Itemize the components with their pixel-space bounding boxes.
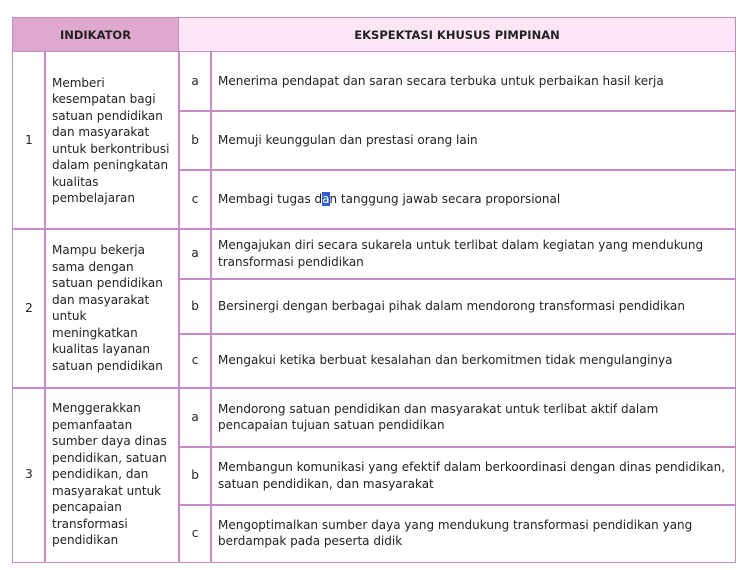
item-letter: c xyxy=(191,191,199,206)
text-after-selection: n tanggung jawab secara proporsional xyxy=(329,191,561,206)
header-ekspektasi: EKSPEKTASI KHUSUS PIMPINAN xyxy=(179,18,735,52)
item-letter: b xyxy=(191,298,199,313)
expectation-text: Memuji keunggulan dan prestasi orang lain xyxy=(218,132,478,147)
item-letter: a xyxy=(191,246,199,261)
expectation-text[interactable] xyxy=(212,170,735,228)
indicator-text: Menggerakkan pemanfaatan sumber daya dinas pendidikan, satuan pendidikan, dan masyarakat untuk pencapaian transformasi pendidikan xyxy=(52,401,167,548)
item-letter: b xyxy=(191,468,199,483)
expectation-text: Membangun komunikasi yang efektif dalam berkoordinasi dengan dinas pendidikan, satuan pendidikan, dan masyarakat xyxy=(218,460,726,491)
header-indikator: INDIKATOR xyxy=(13,18,179,52)
text-selection[interactable]: a xyxy=(322,191,330,206)
row-number: 1 xyxy=(25,133,33,148)
expectation-text: Mendorong satuan pendidikan dan masyarakat untuk terlibat aktif dalam pencapaian tujuan satuan pendidikan xyxy=(218,401,659,432)
text-before-selection: Membagi tugas d xyxy=(218,191,323,206)
item-letter: c xyxy=(191,525,199,540)
item-letter: a xyxy=(191,409,199,424)
item-letter: b xyxy=(191,132,199,147)
item-letter: c xyxy=(191,353,199,368)
expectation-text: Mengoptimalkan sumber daya yang mendukung transformasi pendidikan yang berdampak pada peserta didik xyxy=(218,517,693,548)
row-number: 2 xyxy=(25,300,33,315)
expectations-table xyxy=(12,17,736,563)
indicator-text: Mampu bekerja sama dengan satuan pendidikan dan masyarakat untuk meningkatkan kualitas layanan satuan pendidikan xyxy=(52,243,163,373)
indicator-text: Memberi kesempatan bagi satuan pendidikan dan masyarakat untuk berkontribusi dalam peningkatan kualitas pembelajaran xyxy=(52,75,170,205)
expectation-text: Mengakui ketika berbuat kesalahan dan berkomitmen tidak mengulanginya xyxy=(218,353,673,368)
expectation-text: Bersinergi dengan berbagai pihak dalam mendorong transformasi pendidikan xyxy=(218,298,685,313)
expectation-text: Menerima pendapat dan saran secara terbuka untuk perbaikan hasil kerja xyxy=(218,74,664,89)
row-number: 3 xyxy=(25,467,33,482)
expectation-text: Mengajukan diri secara sukarela untuk terlibat dalam kegiatan yang mendukung transformasi pendidikan xyxy=(218,238,704,269)
item-letter: a xyxy=(191,74,199,89)
